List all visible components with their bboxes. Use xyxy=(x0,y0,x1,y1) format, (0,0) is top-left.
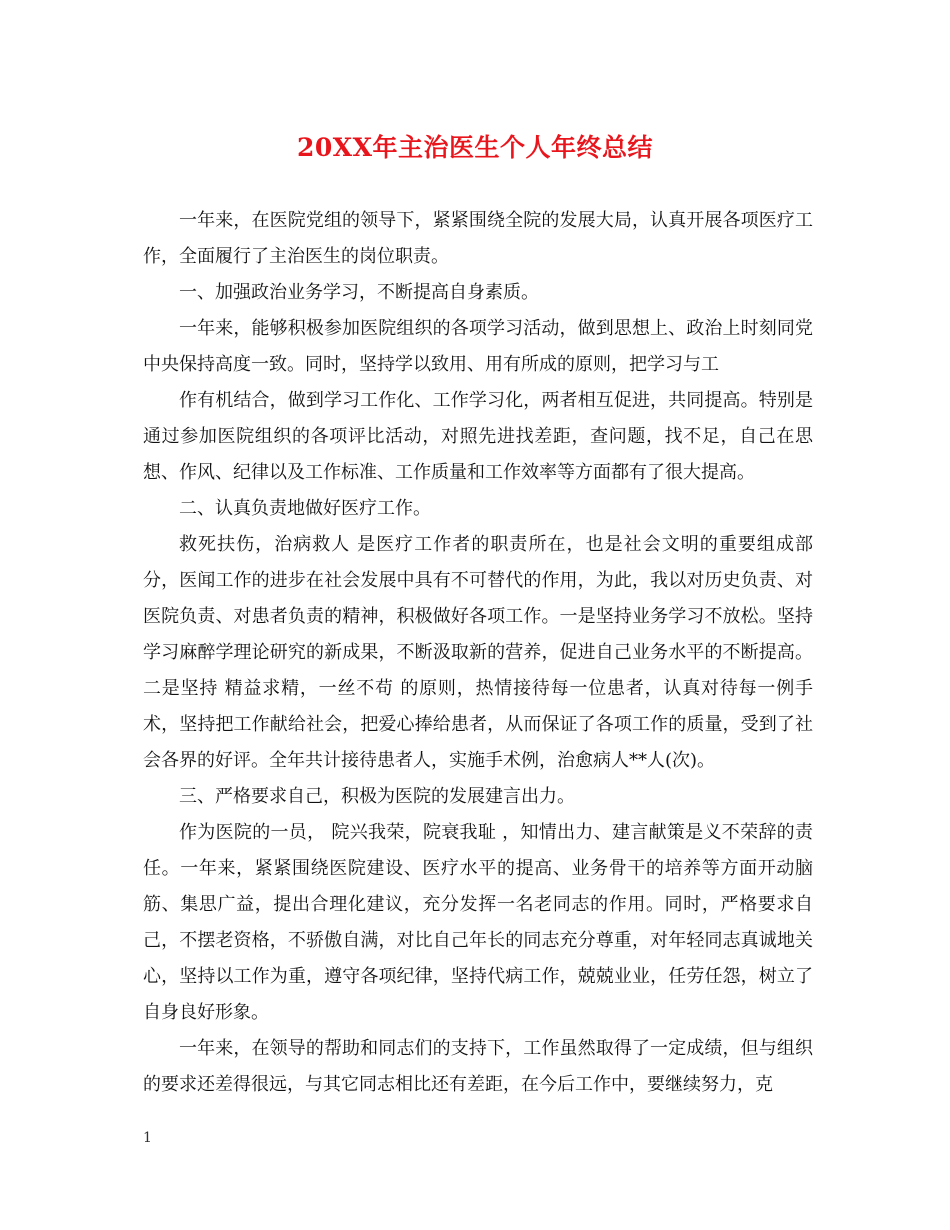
paragraph-self-discipline: 作为医院的一员， 院兴我荣，院衰我耻 ，知情出力、建言献策是义不荣辞的责任。一年来，紧紧围绕医院建设、医疗水平的提高、业务骨干的培养等方面开动脑筋、集思广益，提出合理化建议，充分发挥一名老同志的作用。同时，严格要求自己，不摆老资格，不骄傲自满，对比自己年长的同志充分尊重，对年轻同志真诚地关心，坚持以工作为重，遵守各项纪律，坚持代病工作，兢兢业业，任劳任怨，树立了自身良好形象。 xyxy=(143,822,813,1023)
section-heading-1: 一、加强政治业务学习，不断提高自身素质。 xyxy=(179,282,539,303)
paragraph-study: 一年来，能够积极参加医院组织的各项学习活动，做到思想上、政治上时刻同党中央保持高度一致。同时，坚持学以致用、用有所成的原则，把学习与工 xyxy=(143,318,813,375)
section-heading-3: 三、严格要求自己，积极为医院的发展建言出力。 xyxy=(179,786,575,807)
paragraph-medical-work: 救死扶伤，治病救人 是医疗工作者的职责所在，也是社会文明的重要组成部分，医闻工作的进步在社会发展中具有不可替代的作用，为此，我以对历史负责、对医院负责、对患者负责的精神，积极做好各项工作。一是坚持业务学习不放松。坚持学习麻醉学理论研究的新成果，不断汲取新的营养，促进自己业务水平的不断提高。二是坚持 精益求精，一丝不苟 的原则，热情接待每一位患者，认真对待每一例手术，坚持把工作献给社会，把爱心捧给患者，从而保证了各项工作的质量，受到了社会各界的好评。全年共计接待患者人，实施手术例，治愈病人**人(次)。 xyxy=(143,534,813,771)
section-heading-2: 二、认真负责地做好医疗工作。 xyxy=(179,498,431,519)
page-number: 1 xyxy=(143,1130,152,1146)
document-title: 20XX年主治医生个人年终总结 xyxy=(296,133,654,162)
paragraph-study-continued: 作有机结合，做到学习工作化、工作学习化，两者相互促进，共同提高。特别是通过参加医院组织的各项评比活动，对照先进找差距，查问题，找不足，自己在思想、作风、纪律以及工作标准、工作质量和工作效率等方面都有了很大提高。 xyxy=(143,390,813,483)
paragraph-conclusion: 一年来，在领导的帮助和同志们的支持下，工作虽然取得了一定成绩，但与组织的要求还差得很远，与其它同志相比还有差距，在今后工作中，要继续努力，克 xyxy=(143,1038,813,1095)
document-body xyxy=(143,203,813,1103)
paragraph-intro: 一年来，在医院党组的领导下，紧紧围绕全院的发展大局，认真开展各项医疗工作，全面履行了主治医生的岗位职责。 xyxy=(143,210,813,267)
